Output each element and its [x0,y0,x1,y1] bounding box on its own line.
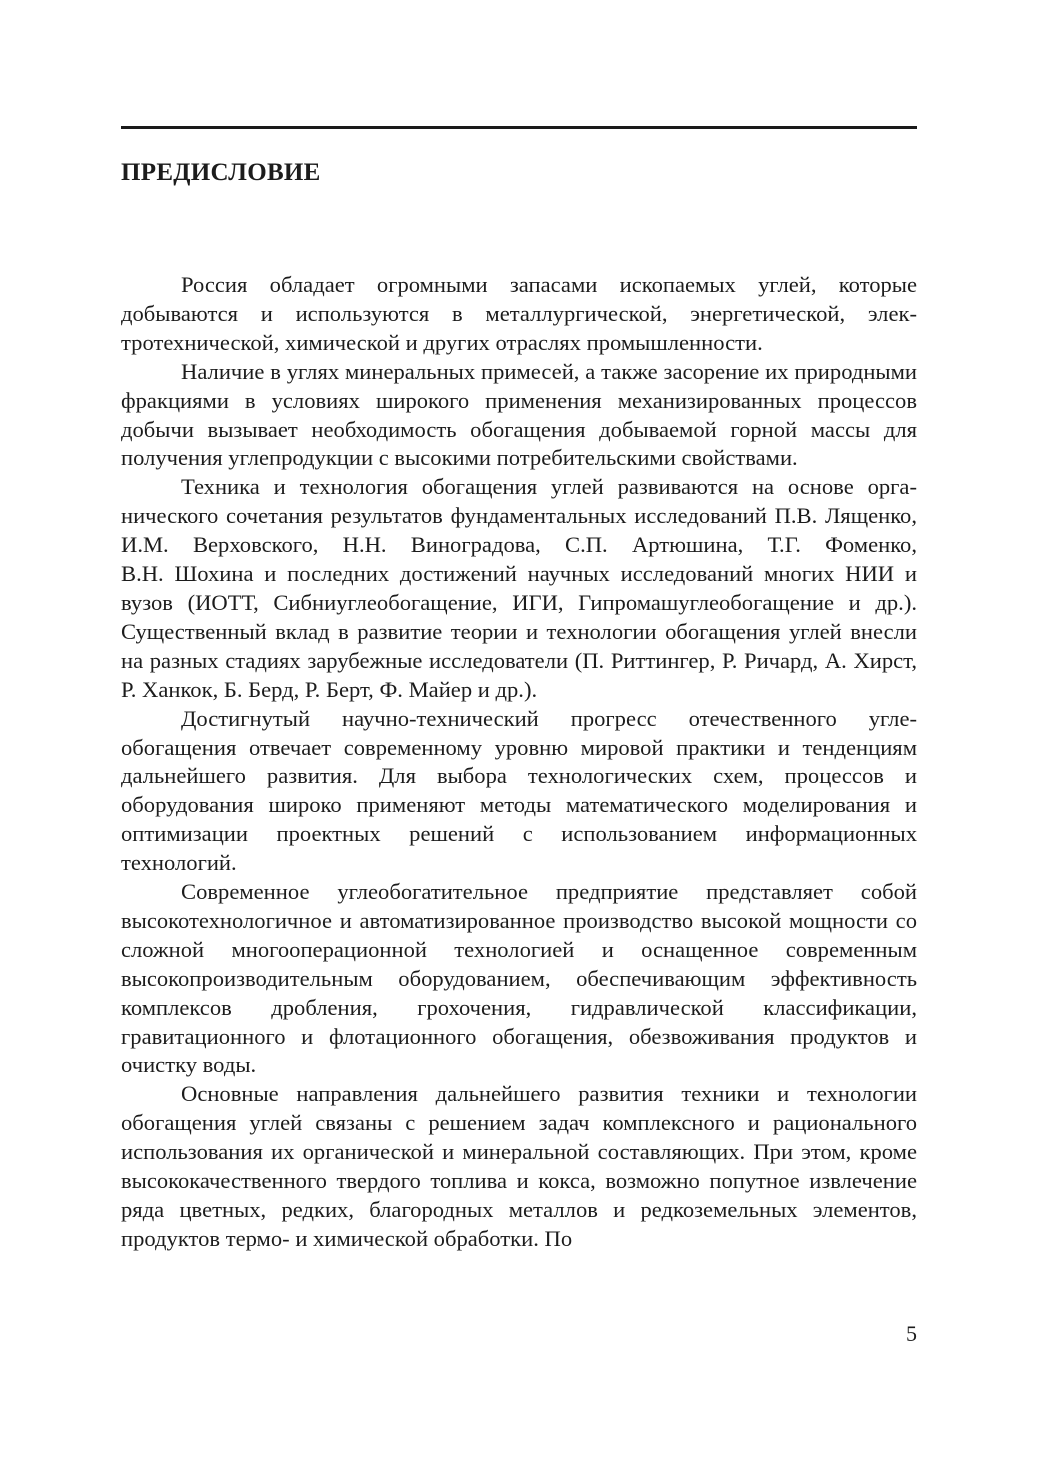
paragraph: Наличие в углях минеральных примесей, а также засорение их природными фракциями в условиях широкого применения механизированных процессов добычи вызывает необходимость обогащения добываемой горной массы для получения углепродукции с высокими потребительскими свойствами. [121,358,917,471]
paragraph: Достигнутый научно-технический прогресс отечественного углеобогащения отвечает современному уровню мировой практики и тенденциям дальнейшего развития. Для выбора технологических схем, процессов и оборудования широко применяют методы математического моделирования и оптимизации проектных решений с использованием информационных технологий. [121,705,917,876]
body-text [121,271,917,1254]
paragraph: Современное углеобогатительное предприятие представляет собой высокотехнологичное и автоматизированное производство высокой мощности со сложной многооперационной технологией и оснащенное современным высокопроизводительным оборудованием, обеспечивающим эффективность комплексов дробления, грохочения, гидравлической классификации, гравитационного и флотационного обогащения, обезвоживания продуктов и очистку воды. [121,879,917,1078]
paragraph: Россия обладает огромными запасами ископаемых углей, которые добываются и используются в металлургической, энергетической, электротехнической, химической и других отраслях промышленности. [121,272,917,355]
header-rule [121,126,917,129]
page-number: 5 [906,1321,917,1346]
section-title: ПРЕДИСЛОВИЕ [121,159,321,186]
paragraph: Основные направления дальнейшего развития техники и технологии обогащения углей связаны с решением задач комплексного и рационального использования их органической и минеральной составляющих. При этом, кроме высококачественного твердого топлива и кокса, возможно попутное извлечение ряда цветных, редких, благородных металлов и редкоземельных элементов, продуктов термо- и химической обработки. По [121,1081,917,1251]
paragraph: Техника и технология обогащения углей развиваются на основе органического сочетания результатов фундаментальных исследований П.В. Лященко, И.М. Верховского, Н.Н. Виноградова, С.П. Артюшина, Т.Г. Фоменко, В.Н. Шохина и последних достижений научных исследований многих НИИ и вузов (ИОТТ, Сибниуглеобогащение, ИГИ, Гипромашуглеобогащение и др.). Существенный вклад в развитие теории и технологии обогащения углей внесли на разных стадиях зарубежные исследователи (П. Риттингер, Р. Ричард, А. Хирст, Р. Ханкок, Б. Берд, Р. Берт, Ф. Майер и др.). [121,474,917,702]
